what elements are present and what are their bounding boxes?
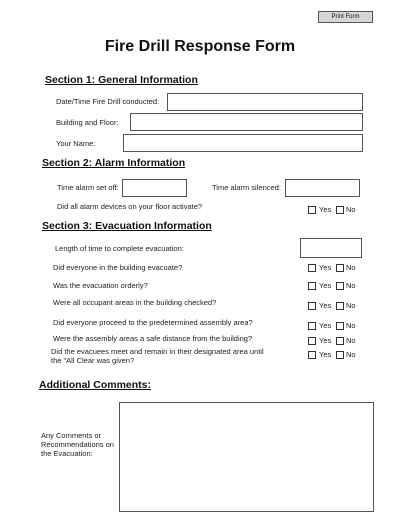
yes-label: Yes — [319, 205, 332, 214]
yes-label: Yes — [319, 336, 332, 345]
question-remain-designated-area-line2: the "All Clear was given? — [51, 356, 135, 365]
q2-yes-checkbox[interactable] — [308, 282, 316, 290]
alarm-silenced-field[interactable] — [285, 179, 360, 197]
question-remain-designated-area: Did the evacuees meet and remain in their designated area until — [51, 347, 264, 356]
q2-yes-no — [308, 281, 368, 291]
comments-label-line2: Recommendations on — [41, 440, 114, 449]
devices-yes-no — [308, 205, 368, 215]
yes-label: Yes — [319, 263, 332, 272]
building-label: Building and Floor: — [56, 118, 119, 127]
q4-yes-no — [308, 321, 368, 331]
devices-no-checkbox[interactable] — [336, 206, 344, 214]
comments-heading: Additional Comments: — [39, 379, 151, 391]
q1-yes-checkbox[interactable] — [308, 264, 316, 272]
alarm-set-off-field[interactable] — [122, 179, 187, 197]
section2-heading: Section 2: Alarm Information — [42, 157, 186, 169]
name-field[interactable] — [123, 134, 363, 152]
datetime-field[interactable] — [167, 93, 363, 111]
yes-label: Yes — [319, 301, 332, 310]
question-safe-distance: Were the assembly areas a safe distance from the building? — [53, 334, 253, 343]
q5-no-checkbox[interactable] — [336, 337, 344, 345]
q3-yes-no — [308, 301, 368, 311]
q6-yes-checkbox[interactable] — [308, 351, 316, 359]
q6-no-checkbox[interactable] — [336, 351, 344, 359]
no-label: No — [346, 350, 356, 359]
q6-yes-no — [308, 350, 368, 360]
q5-yes-checkbox[interactable] — [308, 337, 316, 345]
evacuation-length-label: Length of time to complete evacuation: — [55, 244, 184, 253]
devices-question: Did all alarm devices on your floor activate? — [57, 202, 203, 211]
building-field[interactable] — [130, 113, 363, 131]
no-label: No — [346, 281, 356, 290]
yes-label: Yes — [319, 281, 332, 290]
devices-yes-checkbox[interactable] — [308, 206, 316, 214]
question-everyone-evacuate: Did everyone in the building evacuate? — [53, 263, 183, 272]
q5-yes-no — [308, 336, 368, 346]
section1-heading: Section 1: General Information — [45, 74, 198, 86]
comments-textarea[interactable] — [119, 402, 374, 512]
q3-no-checkbox[interactable] — [336, 302, 344, 310]
comments-label-line1: Any Comments or — [41, 431, 102, 440]
evacuation-length-field[interactable] — [300, 238, 362, 258]
question-assembly-area: Did everyone proceed to the predetermined assembly area? — [53, 318, 253, 327]
print-form-button[interactable]: Print Form — [318, 11, 373, 23]
no-label: No — [346, 205, 356, 214]
no-label: No — [346, 301, 356, 310]
no-label: No — [346, 336, 356, 345]
yes-label: Yes — [319, 321, 332, 330]
no-label: No — [346, 263, 356, 272]
alarm-silenced-label: Time alarm silenced: — [212, 183, 281, 192]
q1-yes-no — [308, 263, 368, 273]
comments-label-line3: the Evacuation: — [41, 449, 93, 458]
q4-yes-checkbox[interactable] — [308, 322, 316, 330]
alarm-set-off-label: Time alarm set off: — [57, 183, 119, 192]
q4-no-checkbox[interactable] — [336, 322, 344, 330]
no-label: No — [346, 321, 356, 330]
q2-no-checkbox[interactable] — [336, 282, 344, 290]
section3-heading: Section 3: Evacuation Information — [42, 220, 212, 232]
q1-no-checkbox[interactable] — [336, 264, 344, 272]
form-title: Fire Drill Response Form — [104, 38, 296, 55]
question-evacuation-orderly: Was the evacuation orderly? — [53, 281, 148, 290]
name-label: Your Name: — [56, 139, 96, 148]
yes-label: Yes — [319, 350, 332, 359]
q3-yes-checkbox[interactable] — [308, 302, 316, 310]
question-areas-checked: Were all occupant areas in the building checked? — [53, 298, 217, 307]
datetime-label: Date/Time Fire Drill conducted: — [56, 97, 160, 106]
